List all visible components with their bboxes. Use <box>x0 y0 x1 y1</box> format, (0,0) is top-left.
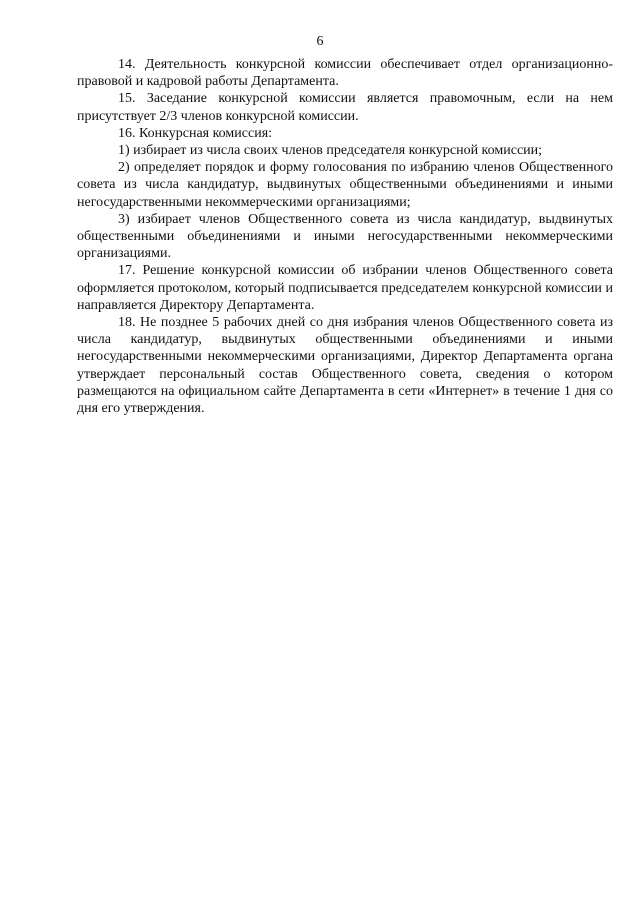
paragraph-16-item-3: 3) избирает членов Общественного совета из числа кандидатур, выдвинутых общественными объединениями и иными негосударственными некоммерческими организациями. <box>77 211 613 262</box>
paragraph-16: 16. Конкурсная комиссия: <box>118 125 273 141</box>
page-number: 6 <box>316 34 324 49</box>
paragraph-15: 15. Заседание конкурсной комиссии является правомочным, если на нем присутствует 2/3 членов конкурсной комиссии. <box>77 91 613 124</box>
paragraph-17: 17. Решение конкурсной комиссии об избрании членов Общественного совета оформляется протоколом, который подписывается председателем конкурсной комиссии и направляется Директору Департамента. <box>77 263 613 313</box>
paragraph-16-item-2: 2) определяет порядок и форму голосования по избранию членов Общественного совета из числа кандидатур, выдвинутых общественными объединениями и иными негосударственными некоммерческими организациями; <box>77 160 613 210</box>
paragraph-18: 18. Не позднее 5 рабочих дней со дня избрания членов Общественного совета из числа кандидатур, выдвинутых общественными объединениями и иными негосударственными некоммерческими организациями, Директор Департамента органа утверждает персональный состав Общественного совета, сведения о котором размещаются на официальном сайте Департамента в сети «Интернет» в течение 1 дня со дня его утверждения. <box>77 315 613 417</box>
paragraph-16-item-1: 1) избирает из числа своих членов председателя конкурсной комиссии; <box>118 143 543 159</box>
paragraph-14: 14. Деятельность конкурсной комиссии обеспечивает отдел организационно-правовой и кадровой работы Департамента. <box>77 57 613 90</box>
document-body <box>77 56 613 417</box>
